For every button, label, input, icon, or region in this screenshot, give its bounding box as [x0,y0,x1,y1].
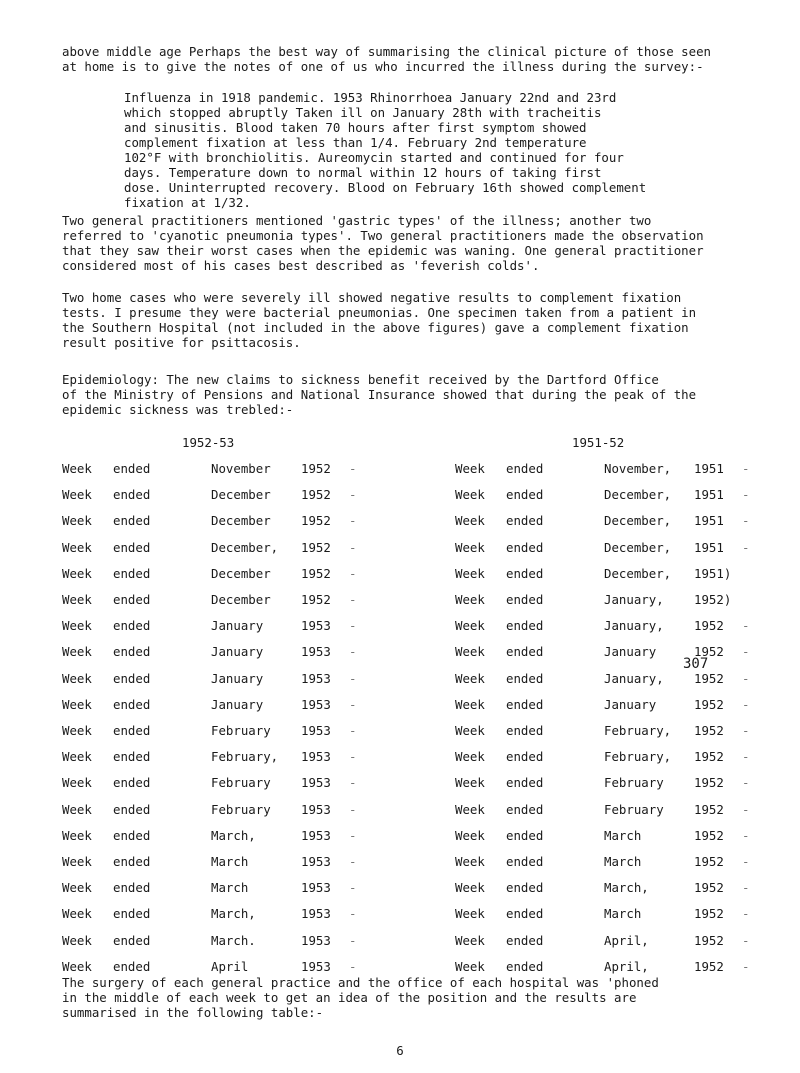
week-month: December [211,592,271,607]
ended-label: ended [113,827,151,843]
separator-dash: - [349,775,357,791]
week-month: December, [604,487,672,503]
week-year: 1952 [301,513,331,529]
separator-dash: - [349,539,357,555]
week-month: February [604,801,664,817]
week-label: Week [62,906,92,922]
ended-label: ended [113,644,151,660]
week-month: February [604,775,664,791]
separator-dash: - [349,801,357,817]
ended-label: ended [113,513,151,529]
week-label: Week [62,539,92,555]
separator-dash: - [742,644,750,660]
week-label: Week [455,932,485,948]
ended-label: ended [506,801,544,817]
week-month: December [211,513,271,529]
week-year: 1953 [301,696,331,712]
week-month: March [604,827,642,843]
week-label: Week [62,801,92,817]
case-note: Influenza in 1918 pandemic. 1953 Rhinorrhoea January 22nd and 23rd which stopped abruptly Taken ill on January 28th with tracheitis and sinusitis. Blood taken 70 hours after first symptom showed complement fixation at less than 1/4. February 2nd temperature 102°F with bronchiolitis. Aureomycin started and continued for four days. Temperature down to normal within 12 hours of taking first dose. Uninterrupted recovery. Blood on February 16th showed complement fixation at 1/32. [124,90,647,210]
separator-dash: - [349,461,357,476]
ended-label: ended [113,565,151,581]
week-label: Week [455,906,485,922]
week-label: Week [62,854,92,869]
separator-dash: - [742,696,750,712]
week-label: Week [455,487,485,503]
separator-dash: - [349,644,357,660]
ended-label: ended [113,461,151,476]
separator-dash: - [742,461,750,476]
ended-label: ended [113,539,151,555]
separator-dash: - [742,539,750,555]
week-month: March, [211,906,256,922]
week-month: February, [211,749,279,765]
ended-label: ended [506,775,544,791]
separator-dash: - [742,723,750,738]
ended-label: ended [506,723,544,738]
week-year: 1951 [694,487,724,503]
week-label: Week [62,565,92,581]
week-year: 1952 [694,644,724,660]
week-month: January [604,644,657,660]
week-year: 1953 [301,775,331,791]
week-year: 1952 [694,749,724,765]
ended-label: ended [506,513,544,529]
separator-dash: - [349,670,357,686]
week-month: April, [604,932,649,948]
week-year: 1952 [694,696,724,712]
week-label: Week [62,932,92,948]
week-month: January [211,670,264,686]
week-month: January [604,696,657,712]
week-month: December [211,487,271,503]
separator-dash: - [349,827,357,843]
week-month: December, [211,539,279,555]
separator-dash: - [349,906,357,922]
week-year: 1951 [694,461,724,476]
week-month: January [211,618,264,634]
week-label: Week [62,723,92,738]
week-year: 1951) [694,565,732,581]
separator-dash: - [349,880,357,896]
week-year: 1953 [301,670,331,686]
week-month: January, [604,670,664,686]
week-label: Week [62,670,92,686]
separator-dash: - [349,487,357,503]
ended-label: ended [506,906,544,922]
separator-dash: - [742,487,750,503]
week-year: 1953 [301,749,331,765]
week-label: Week [455,565,485,581]
week-year: 1952 [694,880,724,896]
week-year: 1952 [694,932,724,948]
week-label: Week [62,461,92,476]
week-label: Week [455,696,485,712]
week-label: Week [455,880,485,896]
week-month: December [211,565,271,581]
week-year: 1952) [694,592,732,607]
week-year: 1952 [694,723,724,738]
week-label: Week [62,775,92,791]
week-label: Week [62,880,92,896]
week-label: Week [62,696,92,712]
ended-label: ended [506,827,544,843]
ended-label: ended [506,539,544,555]
ended-label: ended [506,592,544,607]
week-month: January, [604,618,664,634]
separator-dash: - [742,775,750,791]
week-label: Week [62,749,92,765]
week-label: Week [62,827,92,843]
week-month: November [211,461,271,476]
week-month: March. [211,932,256,948]
ended-label: ended [506,958,544,974]
separator-dash: - [349,723,357,738]
ended-label: ended [113,670,151,686]
week-month: February, [604,723,672,738]
week-year: 1951 [694,513,724,529]
week-month: April, [604,958,649,974]
week-year: 1953 [301,801,331,817]
week-label: Week [455,958,485,974]
ended-label: ended [506,487,544,503]
separator-dash: - [742,513,750,529]
home-cases-paragraph: Two home cases who were severely ill showed negative results to complement fixation tests. I presume they were bacterial pneumonias. One specimen taken from a patient in the Southern Hospital (not included in the above figures) gave a complement fixation result positive for psittacosis. [62,290,697,350]
ended-label: ended [506,880,544,896]
ended-label: ended [113,958,151,974]
gp-paragraph: Two general practitioners mentioned 'gastric types' of the illness; another two referred to 'cyanotic pneumonia types'. Two general practitioners made the observation that they saw their worst cases when the epidemic was waning. One general practitioner considered most of his cases best described as 'feverish colds'. [62,213,704,273]
ended-label: ended [506,618,544,634]
week-label: Week [455,644,485,660]
week-month: March, [604,880,649,896]
separator-dash: - [742,670,750,686]
page-number: 6 [396,1043,404,1058]
week-year: 1952 [694,827,724,843]
ended-label: ended [113,696,151,712]
week-month: December, [604,565,672,581]
separator-dash: - [349,513,357,529]
merged-value: 307 [683,656,709,672]
ended-label: ended [506,749,544,765]
separator-dash: - [742,958,750,974]
ended-label: ended [113,723,151,738]
week-year: 1952 [694,618,724,634]
week-month: March [211,854,249,869]
week-year: 1952 [301,592,331,607]
week-year: 1953 [301,932,331,948]
right-table-header: 1951-52 [572,435,625,450]
separator-dash: - [349,696,357,712]
week-year: 1953 [301,958,331,974]
separator-dash: - [349,958,357,974]
week-year: 1952 [694,775,724,791]
ended-label: ended [506,854,544,869]
ended-label: ended [113,749,151,765]
week-label: Week [455,827,485,843]
intro-paragraph: above middle age Perhaps the best way of summarising the clinical picture of those seen at home is to give the notes of one of us who incurred the illness during the survey:- [62,44,712,74]
week-label: Week [455,539,485,555]
ended-label: ended [113,487,151,503]
separator-dash: - [349,565,357,581]
week-month: January [211,644,264,660]
ended-label: ended [113,906,151,922]
week-label: Week [455,592,485,607]
week-year: 1952 [694,854,724,869]
ended-label: ended [113,775,151,791]
separator-dash: - [742,854,750,869]
week-month: April [211,958,249,974]
separator-dash: - [742,801,750,817]
separator-dash: - [742,932,750,948]
week-year: 1952 [694,801,724,817]
week-year: 1952 [694,958,724,974]
separator-dash: - [349,749,357,765]
week-month: February [211,775,271,791]
week-label: Week [455,775,485,791]
week-label: Week [62,644,92,660]
separator-dash: - [742,827,750,843]
week-month: November, [604,461,672,476]
week-label: Week [62,513,92,529]
week-label: Week [455,461,485,476]
week-month: March [211,880,249,896]
week-year: 1953 [301,906,331,922]
week-month: January, [604,592,664,607]
week-year: 1952 [301,461,331,476]
closing-paragraph: The surgery of each general practice and the office of each hospital was 'phoned in the middle of each week to get an idea of the position and the results are summarised in the following table:- [62,975,659,1020]
separator-dash: - [742,880,750,896]
ended-label: ended [506,644,544,660]
week-label: Week [62,592,92,607]
ended-label: ended [506,696,544,712]
week-month: January [211,696,264,712]
separator-dash: - [742,618,750,634]
week-year: 1952 [301,487,331,503]
week-year: 1953 [301,827,331,843]
week-month: February [211,723,271,738]
week-year: 1953 [301,880,331,896]
week-month: March [604,906,642,922]
week-year: 1952 [301,539,331,555]
week-month: December, [604,513,672,529]
week-year: 1951 [694,539,724,555]
ended-label: ended [506,565,544,581]
separator-dash: - [349,932,357,948]
separator-dash: - [349,592,357,607]
week-month: March, [211,827,256,843]
week-year: 1952 [301,565,331,581]
ended-label: ended [113,801,151,817]
week-label: Week [455,618,485,634]
week-year: 1952 [694,906,724,922]
week-label: Week [455,513,485,529]
separator-dash: - [349,618,357,634]
left-table-header: 1952-53 [182,435,235,450]
week-label: Week [455,854,485,869]
ended-label: ended [113,880,151,896]
week-year: 1953 [301,618,331,634]
week-year: 1953 [301,854,331,869]
week-year: 1952 [694,670,724,686]
week-label: Week [62,618,92,634]
week-year: 1953 [301,644,331,660]
epidemiology-paragraph: Epidemiology: The new claims to sickness benefit received by the Dartford Office of the Ministry of Pensions and National Insurance showed that during the peak of the epidemic sickness was trebled:- [62,372,697,417]
week-month: February, [604,749,672,765]
week-label: Week [62,958,92,974]
separator-dash: - [742,906,750,922]
week-label: Week [455,749,485,765]
separator-dash: - [742,749,750,765]
week-label: Week [455,801,485,817]
ended-label: ended [113,618,151,634]
ended-label: ended [113,854,151,869]
ended-label: ended [506,670,544,686]
week-label: Week [455,670,485,686]
week-label: Week [455,723,485,738]
separator-dash: - [349,854,357,869]
week-month: March [604,854,642,869]
ended-label: ended [506,461,544,476]
ended-label: ended [506,932,544,948]
week-year: 1953 [301,723,331,738]
ended-label: ended [113,932,151,948]
week-month: February [211,801,271,817]
ended-label: ended [113,592,151,607]
week-month: December, [604,539,672,555]
week-label: Week [62,487,92,503]
